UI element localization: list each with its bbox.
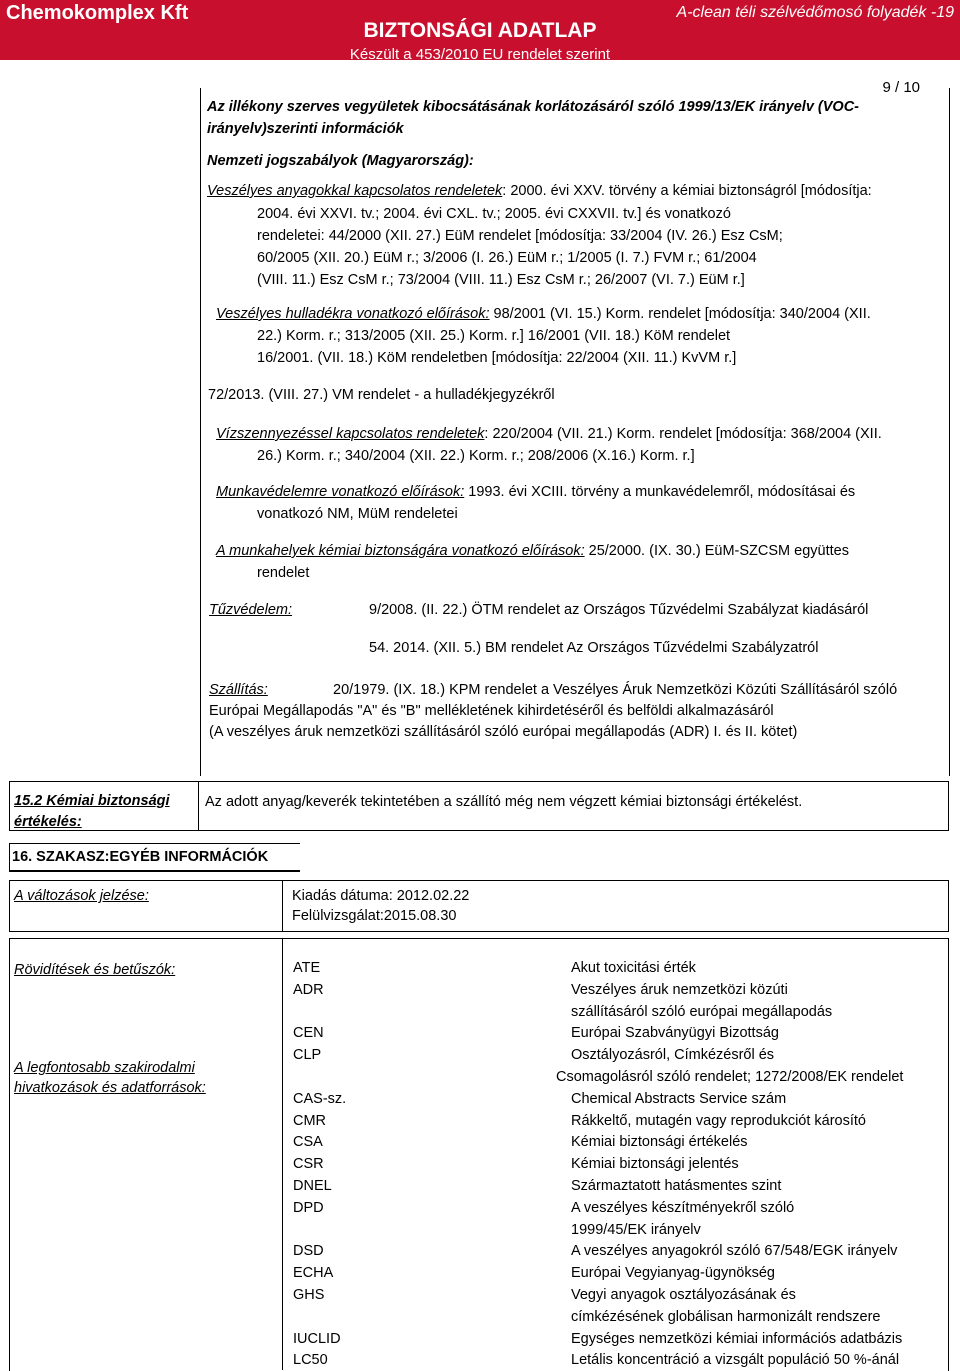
divider	[282, 880, 283, 932]
transport-label: Szállítás:	[209, 682, 268, 698]
chemical-safety-assessment-label-line1: 15.2 Kémiai biztonsági	[14, 793, 170, 809]
hazardous-waste-label: Veszélyes hulladékra vonatkozó előírások:	[216, 306, 490, 322]
waste-line: 16/2001. (VII. 18.) KöM rendeletben [módosítja: 22/2004 (XII. 11.) KvVM r.]	[257, 350, 737, 366]
hazardous-line: 60/2005 (XII. 20.) EüM r.; 3/2006 (I. 26.) EüM r.; 1/2005 (I. 7.) FVM r.; 61/2004	[257, 250, 757, 266]
voc-heading-line1: Az illékony szerves vegyületek kibocsátásának korlátozásáról szóló 1999/13/EK irányelv (VOC-	[207, 99, 859, 115]
abbreviation-definition: címkézésének globálisan harmonizált rendszere	[571, 1308, 881, 1325]
workplace-chemical-safety-label: A munkahelyek kémiai biztonságára vonatkozó előírások:	[216, 543, 585, 559]
work-safety-line: vonatkozó NM, MüM rendeletei	[257, 506, 458, 522]
abbreviation-definition: Letális koncentráció a vizsgált populáció 50 %-ánál	[571, 1352, 900, 1369]
company-name: Chemokomplex Kft	[6, 2, 189, 24]
transport-line1: 20/1979. (IX. 18.) KPM rendelet a Veszélyes Áruk Nemzetközi Közúti Szállításáról szóló	[333, 682, 898, 698]
hazardous-substances-line1: : 2000. évi XXV. törvény a kémiai biztonságról [módosítja:	[502, 183, 872, 199]
water-pollution-label: Vízszennyezéssel kapcsolatos rendeletek	[216, 426, 485, 442]
fire-protection-line1: 9/2008. (II. 22.) ÖTM rendelet az Országos Tűzvédelmi Szabályzat kiadásáról	[369, 602, 869, 618]
abbreviation-definition: Csomagolásról szóló rendelet; 1272/2008/EK rendelet	[556, 1069, 904, 1085]
abbreviation-term: CSR	[293, 1156, 324, 1173]
abbreviation-definition: Kémiai biztonsági értékelés	[571, 1134, 748, 1151]
work-safety-label: Munkavédelemre vonatkozó előírások:	[216, 484, 465, 500]
abbreviation-definition: Veszélyes áruk nemzetközi közúti	[571, 981, 788, 998]
abbreviation-term: ATE	[293, 960, 321, 976]
abbreviation-definition: Osztályozásról, Címkézésről és	[571, 1047, 775, 1064]
water-pollution-regulations	[216, 424, 882, 445]
hazardous-line: 2004. évi XXVI. tv.; 2004. évi CXL. tv.; 2005. évi CXXVII. tv.] és vonatkozó	[257, 206, 731, 222]
abbreviation-term: DSD	[293, 1243, 324, 1260]
hazardous-waste-line1: 98/2001 (VI. 15.) Korm. rendelet [módosítja: 340/2004 (XII.	[489, 306, 871, 322]
hazardous-waste-regulations	[216, 304, 871, 325]
abbreviation-term: CAS-sz.	[293, 1090, 347, 1107]
work-safety-regulations	[216, 482, 855, 503]
divider	[282, 938, 283, 1370]
abbreviation-definition: Akut toxicitási érték	[571, 960, 696, 976]
abbreviation-term: ECHA	[293, 1265, 334, 1282]
abbreviation-term: CEN	[293, 1025, 324, 1042]
abbreviation-term: CMR	[293, 1112, 327, 1129]
hazardous-line: (VIII. 11.) Esz CsM r.; 73/2004 (VIII. 11.) Esz CsM r.; 26/2007 (VI. 7.) EüM r.]	[257, 272, 745, 288]
workplace-chemical-safety-line1: 25/2000. (IX. 30.) EüM-SZCSM együttes	[584, 543, 849, 559]
references-label-line1: A legfontosabb szakirodalmi	[14, 1060, 195, 1076]
document-subtitle: Készült a 453/2010 EU rendelet szerint	[349, 46, 611, 63]
review-date: Felülvizsgálat:2015.08.30	[292, 908, 457, 924]
workplace-line: rendelet	[257, 565, 310, 581]
abbreviation-term: LC50	[293, 1352, 328, 1369]
abbreviation-term: DPD	[293, 1199, 324, 1216]
abbreviation-definition: A veszélyes anyagokról szóló 67/548/EGK irányelv	[571, 1243, 898, 1260]
fire-protection-line2: 54. 2014. (XII. 5.) BM rendelet Az Országos Tűzvédelmi Szabályzatról	[369, 640, 819, 656]
abbreviation-definition: Európai Vegyianyag-ügynökség	[571, 1265, 775, 1282]
document-title: BIZTONSÁGI ADATLAP	[363, 19, 597, 42]
fire-protection-label: Tűzvédelem:	[209, 602, 293, 618]
hazardous-substances-label: Veszélyes anyagokkal kapcsolatos rendeletek	[207, 183, 503, 199]
chemical-safety-assessment-text: Az adott anyag/keverék tekintetében a szállító még nem végzett kémiai biztonsági értékelést.	[205, 794, 803, 810]
water-line: 26.) Korm. r.; 340/2004 (XII. 22.) Korm. r.; 208/2006 (X.16.) Korm. r.]	[257, 448, 695, 464]
abbreviation-definition: Kémiai biztonsági jelentés	[571, 1156, 739, 1173]
abbreviation-definition: Származtatott hatásmentes szint	[571, 1178, 782, 1194]
chemical-safety-assessment-label-line2: értékelés:	[14, 814, 82, 830]
abbreviation-definition: Európai Szabványügyi Bizottság	[571, 1025, 779, 1042]
issue-date: Kiadás dátuma: 2012.02.22	[292, 888, 470, 904]
section16-title: 16. SZAKASZ:EGYÉB INFORMÁCIÓK	[12, 849, 269, 865]
abbreviation-definition: Egységes nemzetközi kémiai információs adatbázis	[571, 1330, 903, 1347]
abbreviation-term: GHS	[293, 1287, 325, 1303]
abbreviation-definition: Rákkeltő, mutagén vagy reprodukciót károsító	[571, 1112, 866, 1129]
abbreviation-definition: szállításáról szóló európai megállapodás	[571, 1003, 833, 1020]
product-name: A-clean téli szélvédőmosó folyadék -19	[676, 4, 954, 21]
abbreviation-definition: Vegyi anyagok osztályozásának és	[571, 1287, 796, 1303]
transport-line3: (A veszélyes áruk nemzetközi szállításáról szóló európai megállapodás (ADR) I. és II. kötet)	[209, 724, 798, 740]
national-regulations-heading: Nemzeti jogszabályok (Magyarország):	[207, 153, 474, 169]
transport-line2: Európai Megállapodás "A" és "B" mellékletének kihirdetéséről és belföldi alkalmazásáról	[209, 703, 774, 719]
changes-label: A változások jelzése:	[14, 888, 149, 904]
abbreviation-definition: Chemical Abstracts Service szám	[571, 1090, 787, 1107]
voc-heading-line2: irányelv)szerinti információk	[207, 121, 404, 137]
abbreviation-definition: 1999/45/EK irányelv	[571, 1221, 701, 1238]
hazardous-substances-regulations	[207, 181, 872, 202]
abbreviation-term: IUCLID	[293, 1330, 341, 1347]
abbreviation-term: CLP	[293, 1047, 322, 1064]
work-safety-line1: 1993. évi XCIII. törvény a munkavédelemről, módosításai és	[464, 484, 856, 500]
workplace-chemical-safety-regulations	[216, 541, 849, 562]
abbreviation-term: CSA	[293, 1134, 323, 1151]
abbreviation-term: ADR	[293, 981, 324, 998]
changes-row	[9, 880, 949, 932]
references-label-line2: hivatkozások és adatforrások:	[14, 1080, 206, 1096]
abbreviations-label: Rövidítések és betűszók:	[14, 962, 176, 978]
abbreviation-definition: A veszélyes készítményekről szóló	[571, 1199, 795, 1216]
divider	[198, 781, 199, 831]
page-number: 9 / 10	[882, 79, 920, 96]
waste-line: 22.) Korm. r.; 313/2005 (XII. 25.) Korm. r.] 16/2001 (VII. 18.) KöM rendelet	[257, 328, 731, 344]
water-pollution-line1: : 220/2004 (VII. 21.) Korm. rendelet [módosítja: 368/2004 (XII.	[484, 426, 882, 442]
abbreviation-term: DNEL	[293, 1178, 332, 1194]
hazardous-line: rendeletei: 44/2000 (XII. 27.) EüM rendelet [módosítja: 33/2004 (IV. 26.) Esz CsM;	[257, 228, 783, 244]
waste-list-regulation: 72/2013. (VIII. 27.) VM rendelet - a hulladékjegyzékről	[208, 387, 555, 403]
